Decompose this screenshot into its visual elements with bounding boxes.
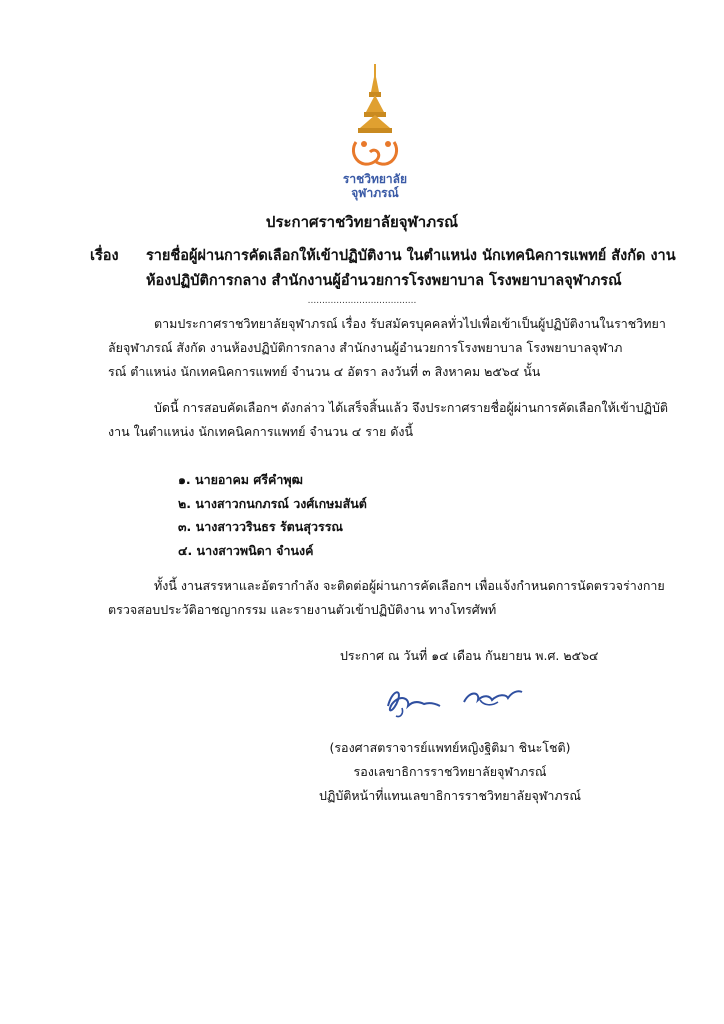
- paragraph1-line: ลัยจุฬาภรณ์ สังกัด งานห้องปฏิบัติการกลาง สำนักงานผู้อำนวยการโรงพยาบาล โรงพยาบาลจุฬาภ: [108, 340, 623, 355]
- paragraph3-line: ตรวจสอบประวัติอาชญากรรม และรายงานตัวเข้าปฏิบัติงาน ทางโทรศัพท์: [108, 602, 497, 617]
- subject-line-2: ห้องปฏิบัติการกลาง สำนักงานผู้อำนวยการโรงพยาบาล โรงพยาบาลจุฬาภรณ์: [146, 273, 622, 289]
- crown-emblem-icon: [342, 62, 408, 172]
- candidate-item: ๔. นางสาวพนิดา จำนงค์: [178, 542, 314, 558]
- document-title: ประกาศราชวิทยาลัยจุฬาภรณ์: [265, 213, 459, 231]
- signer-name: (รองศาสตราจารย์แพทย์หญิงฐิติมา ชินะโชติ): [329, 740, 571, 755]
- separator-dots: ......................................: [307, 296, 417, 306]
- logo-text-line1: ราชวิทยาลัย: [342, 172, 408, 186]
- paragraph-result-announcement: [108, 396, 669, 444]
- paragraph3-line: ทั้งนี้ งานสรรหาและอัตรากำลัง จะติดต่อผู้ผ่านการคัดเลือกฯ เพื่อแจ้งกำหนดการนัดตรวจร่างกาย: [154, 578, 665, 593]
- subject-label: เรื่อง: [90, 248, 119, 264]
- subject-line-1: รายชื่อผู้ผ่านการคัดเลือกให้เข้าปฏิบัติงาน ในตำแหน่ง นักเทคนิคการแพทย์ สังกัด งาน: [146, 248, 676, 264]
- paragraph1-line: ตามประกาศราชวิทยาลัยจุฬาภรณ์ เรื่อง รับสมัครบุคคลทั่วไปเพื่อเข้าเป็นผู้ปฏิบัติงานในราชวิทยา: [154, 316, 666, 331]
- logo-text-line2: จุฬาภรณ์: [351, 186, 399, 200]
- paragraph2-line: งาน ในตำแหน่ง นักเทคนิคการแพทย์ จำนวน ๔ ราย ดังนี้: [108, 424, 414, 439]
- announcement-date: ประกาศ ณ วันที่ ๑๔ เดือน กันยายน พ.ศ. ๒๕๖๔: [340, 648, 599, 663]
- candidate-item: ๓. นางสาววรินธร รัตนสุวรรณ: [178, 519, 344, 534]
- paragraph-contact-notice: [108, 574, 666, 622]
- paragraph-announcement-reference: [108, 312, 666, 384]
- signer-acting-title: ปฏิบัติหน้าที่แทนเลขาธิการราชวิทยาลัยจุฬาภรณ์: [319, 788, 581, 803]
- paragraph1-line: รณ์ ตำแหน่ง นักเทคนิคการแพทย์ จำนวน ๔ อัตรา ลงวันที่ ๓ สิงหาคม ๒๕๖๔ นั้น: [108, 364, 541, 379]
- signer-title: รองเลขาธิการราชวิทยาลัยจุฬาภรณ์: [353, 764, 547, 779]
- candidate-item: ๒. นางสาวกนกภรณ์ วงศ์เกษมสันต์: [178, 495, 367, 511]
- signer-block: [300, 736, 600, 808]
- handwritten-signature: [380, 680, 540, 720]
- college-logo: [330, 62, 420, 202]
- paragraph2-line: บัดนี้ การสอบคัดเลือกฯ ดังกล่าว ได้เสร็จสิ้นแล้ว จึงประกาศรายชื่อผู้ผ่านการคัดเลือกให้เข้าปฏิบัติ: [154, 400, 669, 415]
- candidate-list: [178, 468, 367, 562]
- candidate-item: ๑. นายอาคม ศรีคำพุฒ: [178, 472, 303, 487]
